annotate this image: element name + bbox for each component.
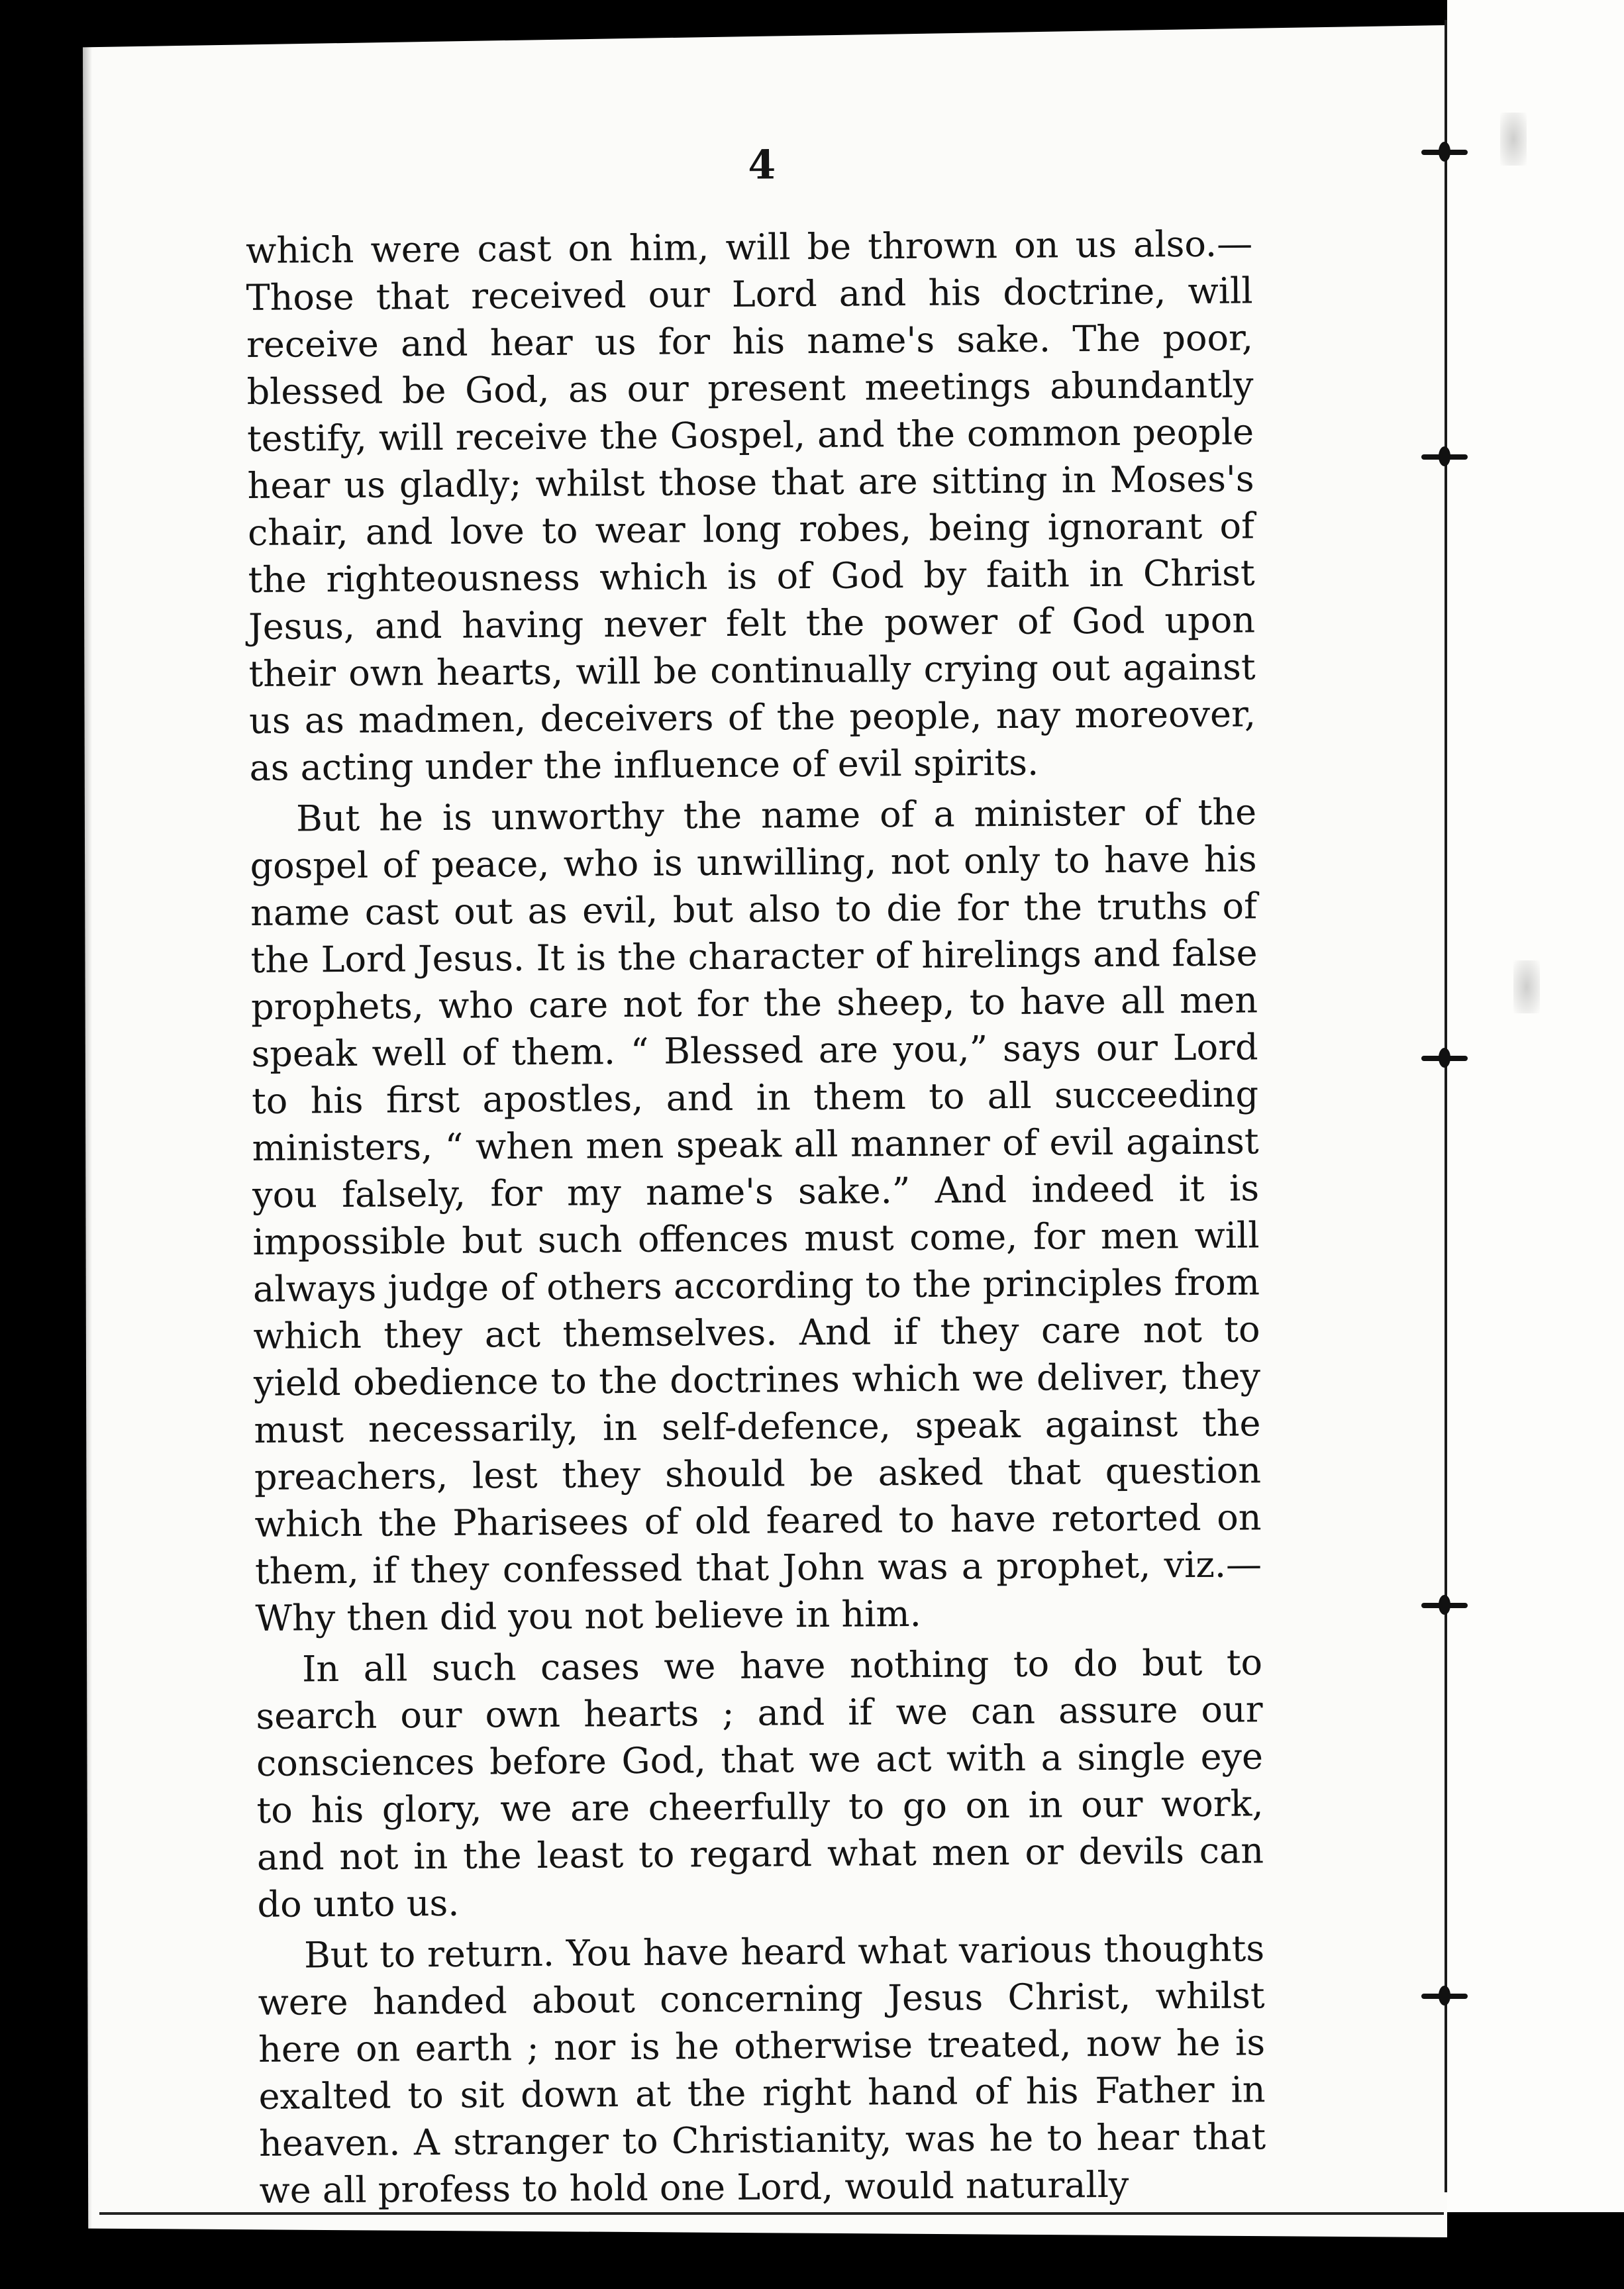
binding-gutter-line [1445,20,1447,2192]
binding-stitch [1421,454,1468,460]
paragraph: But to return. You have heard what various thoughts were handed about concerning Jesus Christ, whilst here on earth ; nor is he otherwise treated, now he is exalted to sit down at the right hand of his Father in heaven. A stranger to Christianity, was he to hear that we all profess to hold one Lord, would naturally [258,1927,1266,2212]
paragraph: But he is unworthy the name of a minister of the gospel of peace, who is unwilling, not only to have his name cast out as evil, but also to die for the truths of the Lord Jesus. It is the character of hirelings and false prophets, who care not for the sheep, to have all men speak well of them. “ Blessed are you,” says our Lord to his first apostles, and in them to all succeeding ministers, “ when men speak all manner of evil against you falsely, for my name's sake.” And indeed it is impossible but such offences must come, for men will always judge of others according to the principles from which they act themselves. And if they care not to yield obedience to the doctrines which we deliver, they must necessarily, in self-defence, speak against the preachers, lest they should be asked that question which the Pharisees of old feared to have retorted on them, if they confessed that John was a prophet, viz.—Why then did you not believe in him. [250,791,1262,1639]
page-bottom-edge [99,2212,1444,2215]
binding-stitch [1421,1603,1468,1608]
binding-stitch [1421,1994,1468,1999]
page-number: 4 [748,142,776,189]
binding-stitch [1421,150,1468,155]
page-text-block [245,138,1266,2214]
paragraph: In all such cases we have nothing to do but to search our own hearts ; and if we can assure our consciences before God, that we act with a single eye to his glory, we are cheerfully to go on in our work, and not in the least to regard what men or devils can do unto us. [256,1641,1264,1925]
paragraph: which were cast on him, will be thrown on us also.—Those that received our Lord and his doctrine, will receive and hear us for his name's sake. The poor, blessed be God, as our present meetings abundantly testify, will receive the Gospel, and the common people hear us gladly; whilst those that are sitting in Moses's chair, and love to wear long robes, being ignorant of the righteousness which is of God by faith in Christ Jesus, and having never felt the power of God upon their own hearts, will be continually crying out against us as madmen, deceivers of the people, nay moreover, as acting under the influence of evil spirits. [245,223,1256,789]
ink-smudge [1513,960,1540,1013]
page-edge-shadow [83,25,92,2237]
ink-smudge [1500,113,1527,166]
binding-stitch [1421,1056,1468,1061]
facing-page-edge [1447,0,1624,2212]
